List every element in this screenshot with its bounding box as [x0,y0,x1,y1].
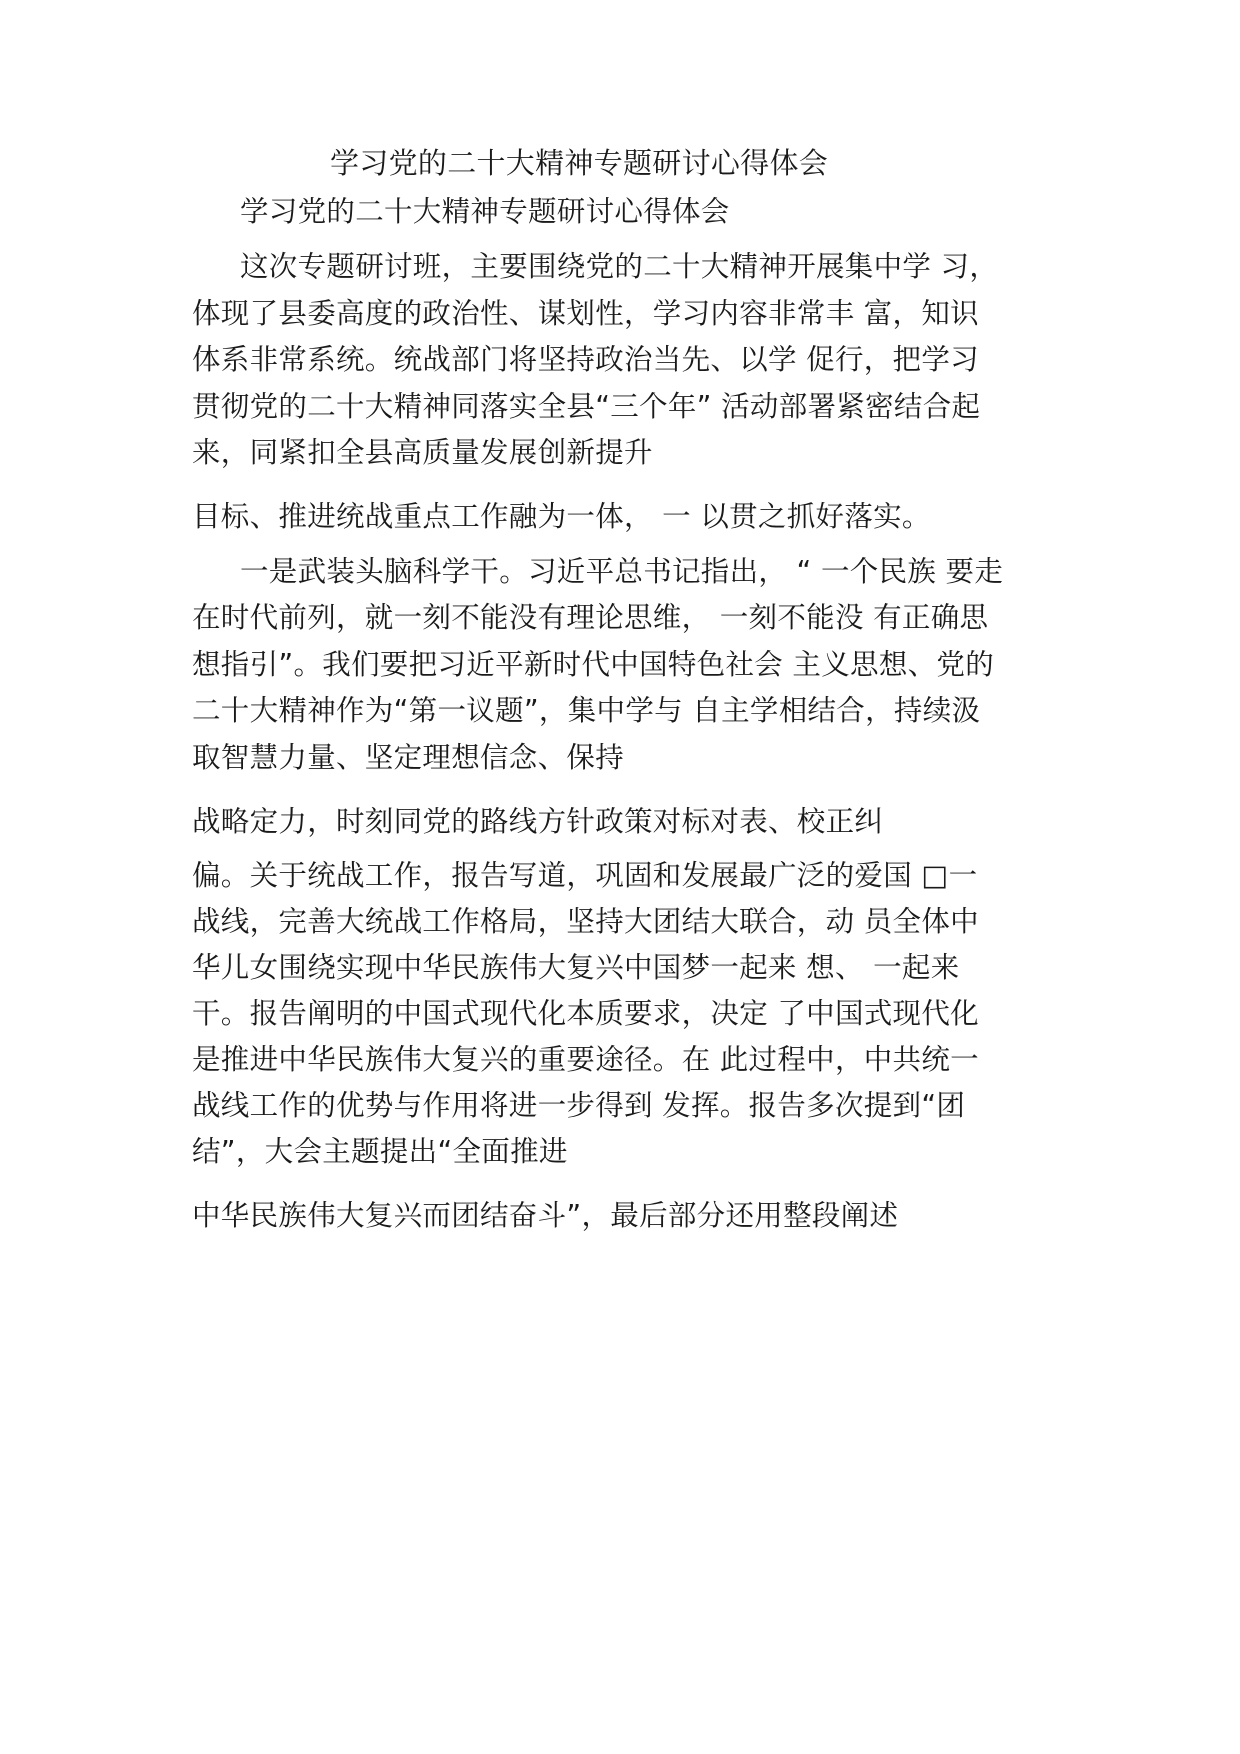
text-line: 来，同紧扣全县高质量发展创新提升 [192,436,653,469]
text-line: 一是武装头脑科学干。习近平总书记指出， “ 一个民族 要走 [240,555,1004,588]
text-line: 在时代前列，就一刻不能没有理论思维， 一刻不能没 有正确思 [192,601,989,634]
document-title: 学习党的二十大精神专题研讨心得体会 [330,146,829,180]
text-line: 战线，完善大统战工作格局，坚持大团结大联合，动 员全体中 [192,905,979,938]
text-line: 结”，大会主题提出“全面推进 [192,1135,568,1168]
text-line: 战线工作的优势与作用将进一步得到 发挥。报告多次提到“团 [192,1089,966,1122]
text-line: 体系非常系统。统战部门将坚持政治当先、以学 促行，把学习 [192,343,979,376]
text-line: 中华民族伟大复兴而团结奋斗”，最后部分还用整段阐述 [192,1199,899,1232]
text-line: 目标、推进统战重点工作融为一体， 一 以贯之抓好落实。 [192,500,931,533]
document-subtitle: 学习党的二十大精神专题研讨心得体会 [240,195,730,228]
text-line: 干。报告阐明的中国式现代化本质要求，决定 了中国式现代化 [192,997,979,1030]
text-line: 二十大精神作为“第一议题”，集中学与 自主学相结合，持续汲 [192,694,981,727]
text-line: 华儿女围绕实现中华民族伟大复兴中国梦一起来 想、 一起来 [192,951,960,984]
text-line: 想指引”。我们要把习近平新时代中国特色社会 主义思想、党的 [192,648,995,681]
text-line: 贯彻党的二十大精神同落实全县“三个年” 活动部署紧密结合起 [192,390,981,423]
text-line: 偏。关于统战工作，报告写道，巩固和发展最广泛的爱国 □一 [192,859,978,892]
text-line: 取智慧力量、坚定理想信念、保持 [192,741,625,774]
text-line: 体现了县委高度的政治性、谋划性，学习内容非常丰 富，知识 [192,297,979,330]
text-line: 这次专题研讨班，主要围绕党的二十大精神开展集中学 习， [240,250,999,283]
text-line: 战略定力，时刻同党的路线方针政策对标对表、校正纠 [192,805,884,838]
text-line: 是推进中华民族伟大复兴的重要途径。在 此过程中，中共统一 [192,1043,979,1076]
